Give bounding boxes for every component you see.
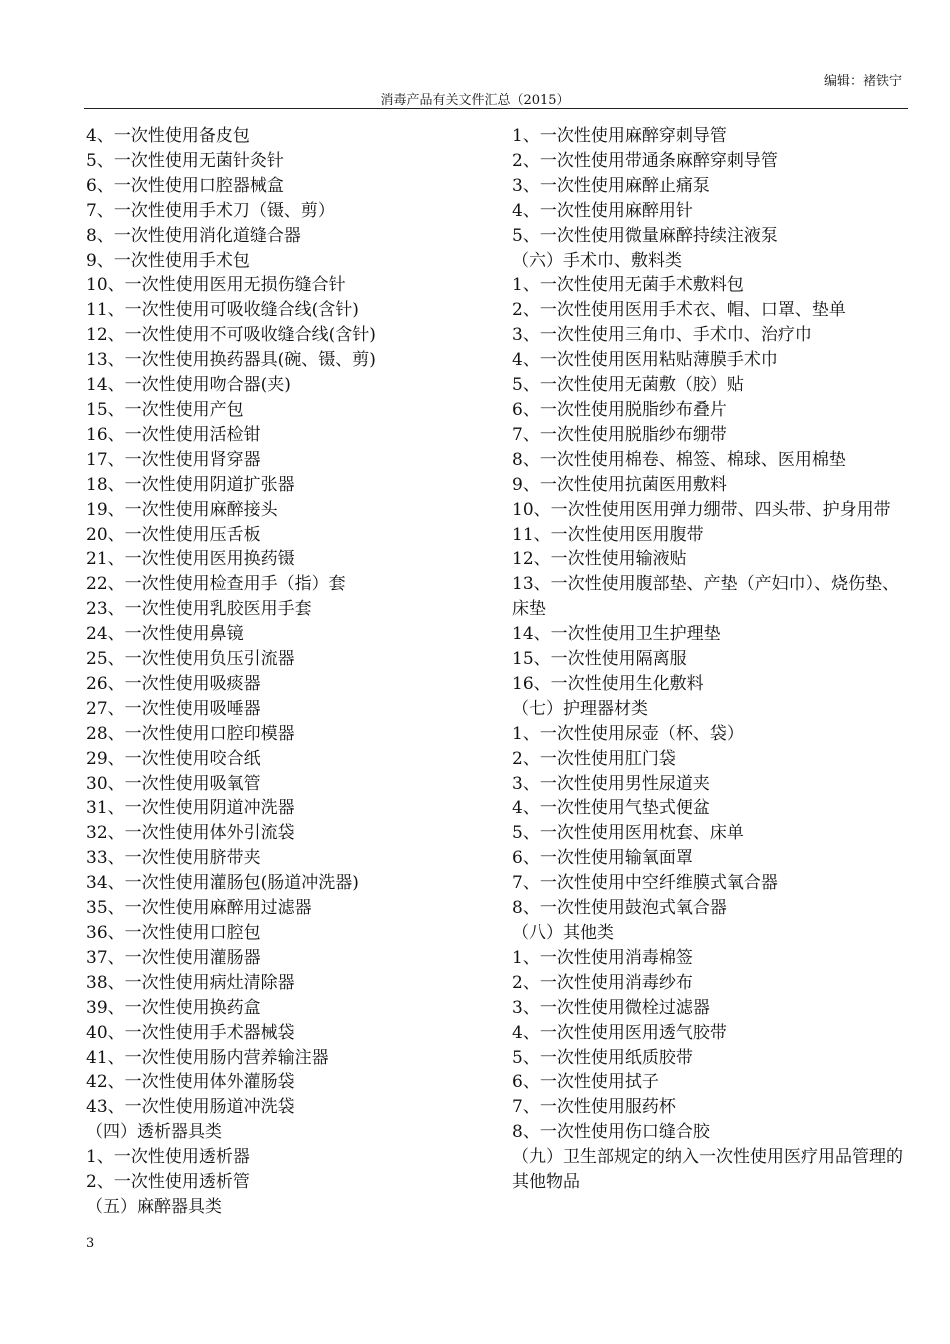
list-item: 6、一次性使用拭子 [512,1072,659,1093]
list-item: 15、一次性使用隔离服 [512,649,687,670]
list-item: 4、一次性使用医用透气胶带 [512,1022,727,1043]
list-item: 6、一次性使用输氧面罩 [512,848,693,869]
section-heading: （五）麻醉器具类 [86,1196,222,1217]
list-item: 12、一次性使用不可吸收缝合线(含针) [86,325,376,346]
list-item: 23、一次性使用乳胶医用手套 [86,599,312,620]
section-heading: （九）卫生部规定的纳入一次性使用医疗用品管理的其他物品 [512,1147,903,1193]
section-heading: （八）其他类 [512,923,614,943]
list-item: 10、一次性使用医用无损伤缝合针 [86,275,346,296]
list-item: 5、一次性使用无菌针灸针 [86,150,284,171]
editor-credit: 编辑：褚铁宁 [823,74,902,89]
list-item: 25、一次性使用负压引流器 [86,649,295,670]
list-item: 41、一次性使用肠内营养输注器 [86,1047,329,1068]
list-item: 7、一次性使用脱脂纱布绷带 [512,424,727,445]
list-item: 19、一次性使用麻醉接头 [86,499,278,520]
list-item: 37、一次性使用灌肠器 [86,947,261,968]
list-item: 8、一次性使用伤口缝合胶 [512,1122,710,1143]
list-item: 26、一次性使用吸痰器 [86,673,261,694]
list-item: 5、一次性使用纸质胶带 [512,1047,693,1068]
list-item: 1、一次性使用透析器 [86,1147,250,1168]
list-item: 9、一次性使用抗菌医用敷料 [512,474,727,495]
list-item: 21、一次性使用医用换药镊 [86,549,295,570]
list-item: 11、一次性使用医用腹带 [512,524,704,545]
list-item: 17、一次性使用肾穿器 [86,449,261,470]
list-item: 15、一次性使用产包 [86,399,244,420]
list-item: 32、一次性使用体外引流袋 [86,823,295,844]
list-item: 7、一次性使用服药杯 [512,1097,676,1118]
list-item: 1、一次性使用消毒棉签 [512,947,693,968]
list-item: 4、一次性使用麻醉用针 [512,200,693,221]
list-item: 28、一次性使用口腔印模器 [86,723,295,744]
list-item: 1、一次性使用尿壶（杯、袋） [512,723,744,744]
header-rule [84,108,908,109]
left-column-list [86,124,486,1220]
list-item: 13、一次性使用换药器具(碗、镊、剪) [86,350,376,371]
list-item: 6、一次性使用脱脂纱布叠片 [512,399,727,420]
list-item: 4、一次性使用气垫式便盆 [512,798,710,819]
list-item: 43、一次性使用肠道冲洗袋 [86,1097,295,1118]
list-item: 38、一次性使用病灶清除器 [86,972,295,993]
list-item: 3、一次性使用麻醉止痛泵 [512,175,710,196]
list-item: 2、一次性使用带通条麻醉穿刺导管 [512,150,778,171]
list-item: 2、一次性使用医用手术衣、帽、口罩、垫单 [512,300,846,321]
list-item: 33、一次性使用脐带夹 [86,848,261,869]
list-item: 31、一次性使用阴道冲洗器 [86,798,295,819]
list-item: 11、一次性使用可吸收缝合线(含针) [86,300,359,321]
running-header-title: 消毒产品有关文件汇总（2015） [380,93,570,108]
list-item: 6、一次性使用口腔器械盒 [86,175,284,196]
list-item: 16、一次性使用活检钳 [86,424,261,445]
list-item: 39、一次性使用换药盒 [86,997,261,1018]
list-item: 7、一次性使用手术刀（镊、剪） [86,200,335,221]
list-item: 36、一次性使用口腔包 [86,923,261,943]
list-item: 42、一次性使用体外灌肠袋 [86,1072,295,1093]
list-item: 14、一次性使用吻合器(夹) [86,375,291,396]
list-item: 3、一次性使用三角巾、手术巾、治疗巾 [512,325,812,346]
list-item: 29、一次性使用咬合纸 [86,748,261,769]
page-number: 3 [86,1236,95,1251]
list-item: 13、一次性使用腹部垫、产垫（产妇巾）、烧伤垫、床垫 [512,574,900,620]
list-item: 10、一次性使用医用弹力绷带、四头带、护身用带 [512,499,891,520]
list-item: 2、一次性使用消毒纱布 [512,972,693,993]
list-item: 8、一次性使用鼓泡式氧合器 [512,898,727,919]
list-item: 40、一次性使用手术器械袋 [86,1022,295,1043]
section-heading: （七）护理器材类 [512,698,648,719]
list-item: 4、一次性使用医用粘贴薄膜手术巾 [512,350,778,371]
list-item: 16、一次性使用生化敷料 [512,673,704,694]
list-item: 7、一次性使用中空纤维膜式氧合器 [512,873,778,894]
list-item: 8、一次性使用棉卷、棉签、棉球、医用棉垫 [512,449,846,470]
list-item: 27、一次性使用吸唾器 [86,698,261,719]
section-heading: （六）手术巾、敷料类 [512,250,682,271]
list-item: 3、一次性使用微栓过滤器 [512,997,710,1018]
list-item: 5、一次性使用微量麻醉持续注液泵 [512,225,778,246]
list-item: 3、一次性使用男性尿道夹 [512,773,710,794]
list-item: 18、一次性使用阴道扩张器 [86,474,295,495]
list-item: 8、一次性使用消化道缝合器 [86,225,301,246]
list-item: 1、一次性使用麻醉穿刺导管 [512,126,727,146]
list-item: 2、一次性使用透析管 [86,1172,250,1193]
list-item: 4、一次性使用备皮包 [86,126,250,146]
list-item: 5、一次性使用医用枕套、床单 [512,823,744,844]
section-heading: （四）透析器具类 [86,1122,222,1143]
list-item: 22、一次性使用检查用手（指）套 [86,574,346,595]
list-item: 30、一次性使用吸氧管 [86,773,261,794]
list-item: 24、一次性使用鼻镜 [86,624,244,645]
list-item: 12、一次性使用输液贴 [512,549,687,570]
list-item: 34、一次性使用灌肠包(肠道冲洗器) [86,873,359,894]
list-item: 1、一次性使用无菌手术敷料包 [512,275,744,296]
list-item: 9、一次性使用手术包 [86,250,250,271]
right-column-list [512,124,910,1195]
list-item: 2、一次性使用肛门袋 [512,748,676,769]
list-item: 35、一次性使用麻醉用过滤器 [86,898,312,919]
list-item: 20、一次性使用压舌板 [86,524,261,545]
list-item: 5、一次性使用无菌敷（胶）贴 [512,375,744,396]
list-item: 14、一次性使用卫生护理垫 [512,624,721,645]
